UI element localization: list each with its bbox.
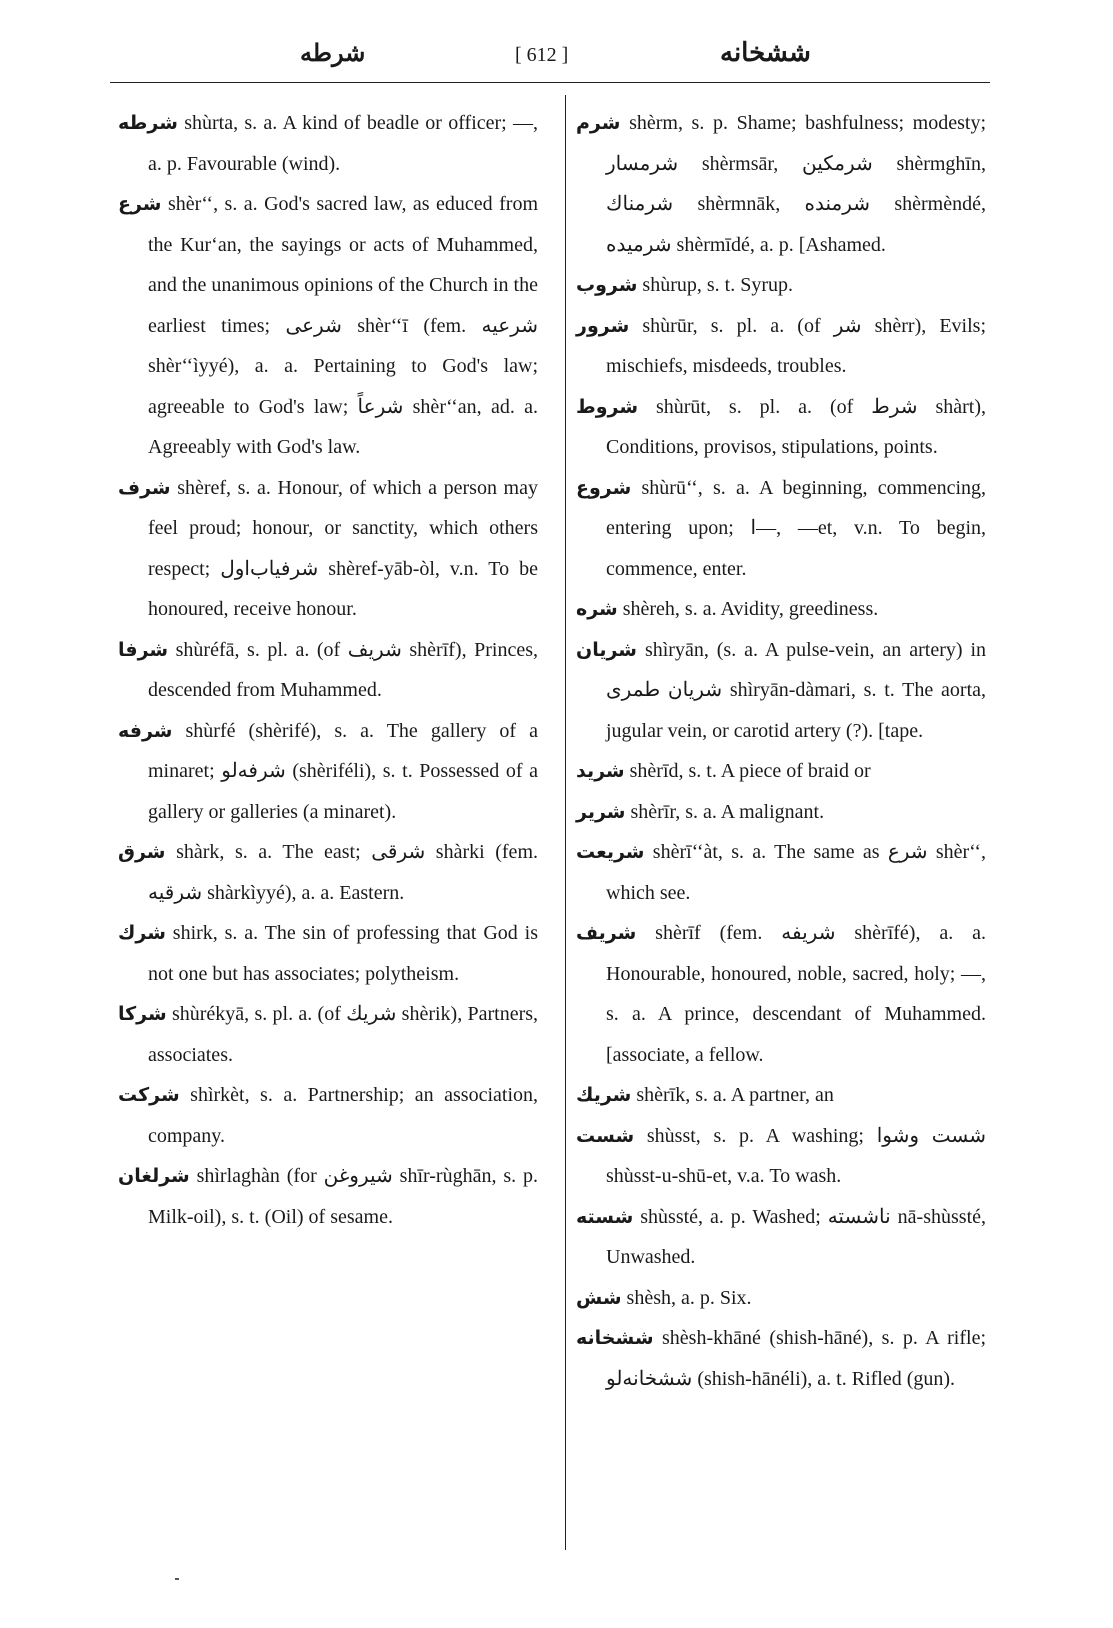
entry-text: shùrūr, s. pl. a. (of شر shèrr), Evils; mischiefs, misdeeds, troubles.: [606, 314, 987, 377]
dictionary-entry: [576, 468, 986, 590]
dictionary-entry: [118, 468, 538, 630]
entry-text: shùrékyā, s. pl. a. (of شريك shèrik), Partners, associates.: [148, 1003, 539, 1066]
entry-text: shùrūt, s. pl. a. (of شرط shàrt), Conditions, provisos, stipulations, points.: [606, 395, 986, 458]
arabic-headword: شرم: [576, 112, 621, 134]
entry-text: shìrlaghàn (for شيروغن shīr-rùghān, s. p. Milk-oil), s. t. (Oil) of sesame.: [148, 1165, 538, 1228]
dictionary-entry: [576, 630, 986, 752]
arabic-headword: شريان: [576, 638, 637, 661]
dictionary-entry: [576, 1116, 986, 1197]
entry-text: shùrup, s. t. Syrup.: [642, 274, 793, 296]
entry-text: shèref, s. a. Honour, of which a person may feel proud; honour, or sanctity, which others respect; شرفياب‌اول shèref-yāb-òl, v.n. To be honoured, receive honour.: [148, 476, 539, 620]
arabic-headword: شريد: [576, 760, 625, 782]
right-column: [576, 103, 986, 1399]
dictionary-entry: [576, 589, 986, 630]
page-number: [ 612 ]: [515, 44, 569, 66]
header-rule: [110, 82, 990, 83]
arabic-headword: شرع: [118, 193, 162, 215]
dictionary-entry: [576, 306, 986, 387]
arabic-headword: شرير: [576, 800, 626, 823]
arabic-headword: شريك: [576, 1084, 632, 1106]
arabic-headword: شرق: [118, 841, 166, 863]
entry-text: shùrta, s. a. A kind of beadle or officer; —, a. p. Favourable (wind).: [148, 112, 539, 175]
arabic-headword: شروع: [576, 476, 632, 499]
left-column: [118, 103, 538, 1237]
entry-text: shèrī‘‘àt, s. a. The same as شرع shèr‘‘, which see.: [606, 841, 987, 904]
dictionary-entry: [118, 630, 538, 711]
arabic-headword: شسته: [576, 1205, 634, 1228]
dictionary-entry: [576, 103, 986, 265]
dictionary-entry: [118, 711, 538, 833]
entry-text: shèrīr, s. a. A malignant.: [630, 800, 825, 823]
arabic-headword: شرور: [576, 314, 630, 337]
dictionary-entry: [576, 913, 986, 1075]
dictionary-entry: [118, 103, 538, 184]
ink-speck: [175, 1578, 179, 1580]
entry-text: shèrīf (fem. شريفه shèrīfé), a. a. Honourable, honoured, noble, sacred, holy; —, s. a. A prince, descendant of Muhammed. [associate, a fellow.: [606, 922, 987, 1066]
entry-text: shìryān, (s. a. A pulse-vein, an artery) in شريان طمرى shìryān-dàmari, s. t. The aorta, jugular vein, or carotid artery (?). [tape.: [606, 638, 987, 742]
dictionary-entry: [118, 994, 538, 1075]
arabic-headword: شست: [576, 1124, 635, 1147]
entry-text: shèsh-khāné (shish-hāné), s. p. A rifle; ششخانه‌لو (shish-hānéli), a. t. Rifled (gun).: [606, 1327, 986, 1390]
entry-text: shèrīk, s. a. A partner, an: [636, 1084, 834, 1106]
arabic-headword: شرك: [118, 922, 166, 944]
dictionary-entry: [576, 1075, 986, 1116]
column-divider: [565, 95, 566, 1550]
dictionary-entry: [118, 913, 538, 994]
dictionary-entry: [576, 1318, 986, 1399]
arabic-headword: شره: [576, 598, 618, 620]
arabic-headword: شش: [576, 1286, 622, 1309]
arabic-headword: شرطه: [118, 112, 178, 134]
dictionary-entry: [576, 1197, 986, 1278]
entry-text: shùrfé (shèrifé), s. a. The gallery of a minaret; شرفه‌لو (shèriféli), s. t. Possessed of a gallery or galleries (a minaret).: [148, 719, 539, 823]
arabic-headword: شروب: [576, 274, 638, 296]
header-right-word: ششخانه: [720, 38, 811, 68]
entry-text: shùrū‘‘, s. a. A beginning, commencing, entering upon; ا—, —et, v.n. To begin, commence, enter.: [606, 476, 987, 580]
arabic-headword: شريعت: [576, 841, 645, 863]
arabic-headword: شرلغان: [118, 1165, 190, 1187]
dictionary-entry: [576, 751, 986, 792]
arabic-headword: شركت: [118, 1084, 180, 1106]
arabic-headword: شروط: [576, 395, 639, 418]
dictionary-entry: [118, 1075, 538, 1156]
arabic-headword: شريف: [576, 922, 637, 944]
dictionary-entry: [576, 387, 986, 468]
entry-text: shèr‘‘, s. a. God's sacred law, as educed from the Kur‘an, the sayings or acts of Muhammed, and the unanimous opinions of the Church in the earliest times; شرعى shèr‘‘ī (fem. شرعيه shèr‘‘ìyyé), a. a. Pertaining to God's law; agreeable to God's law; شرعاً shèr‘‘an, ad. a. Agreeably with God's law.: [148, 193, 539, 458]
dictionary-entry: [576, 1278, 986, 1319]
entry-text: shèreh, s. a. Avidity, greediness.: [622, 598, 879, 620]
arabic-headword: شرفه: [118, 719, 173, 742]
entry-text: shàrk, s. a. The east; شرقى shàrki (fem. شرقيه shàrkìyyé), a. a. Eastern.: [148, 841, 538, 904]
entry-text: shùréfā, s. pl. a. (of شريف shèrīf), Princes, descended from Muhammed.: [148, 638, 538, 701]
entry-text: shirk, s. a. The sin of professing that God is not one but has associates; polytheism.: [148, 922, 538, 985]
arabic-headword: شرفا: [118, 638, 169, 661]
dictionary-entry: [118, 1156, 538, 1237]
entry-text: shìrkèt, s. a. Partnership; an association, company.: [148, 1084, 539, 1147]
arabic-headword: ششخانه: [576, 1327, 654, 1349]
dictionary-entry: [576, 792, 986, 833]
entry-text: shèsh, a. p. Six.: [626, 1286, 752, 1309]
dictionary-entry: [576, 832, 986, 913]
header-left-word: شرطه: [300, 38, 366, 67]
dictionary-entry: [118, 184, 538, 468]
page-header: [110, 38, 990, 86]
dictionary-entry: [118, 832, 538, 913]
entry-text: shèrm, s. p. Shame; bashfulness; modesty; شرمسار shèrmsār, شرمكين shèrmghīn, شرمناك shèrmnāk, شرمنده shèrmèndé, شرميده shèrmīdé, a. p. [Ashamed.: [606, 112, 987, 256]
entry-text: shùssté, a. p. Washed; ناشسته nā-shùssté, Unwashed.: [606, 1205, 986, 1268]
arabic-headword: شرف: [118, 476, 171, 499]
entry-text: shèrīd, s. t. A piece of braid or: [629, 760, 871, 782]
dictionary-entry: [576, 265, 986, 306]
entry-text: shùsst, s. p. A washing; شست وشوا shùsst-u-shū-et, v.a. To wash.: [606, 1124, 986, 1187]
arabic-headword: شركا: [118, 1003, 167, 1025]
